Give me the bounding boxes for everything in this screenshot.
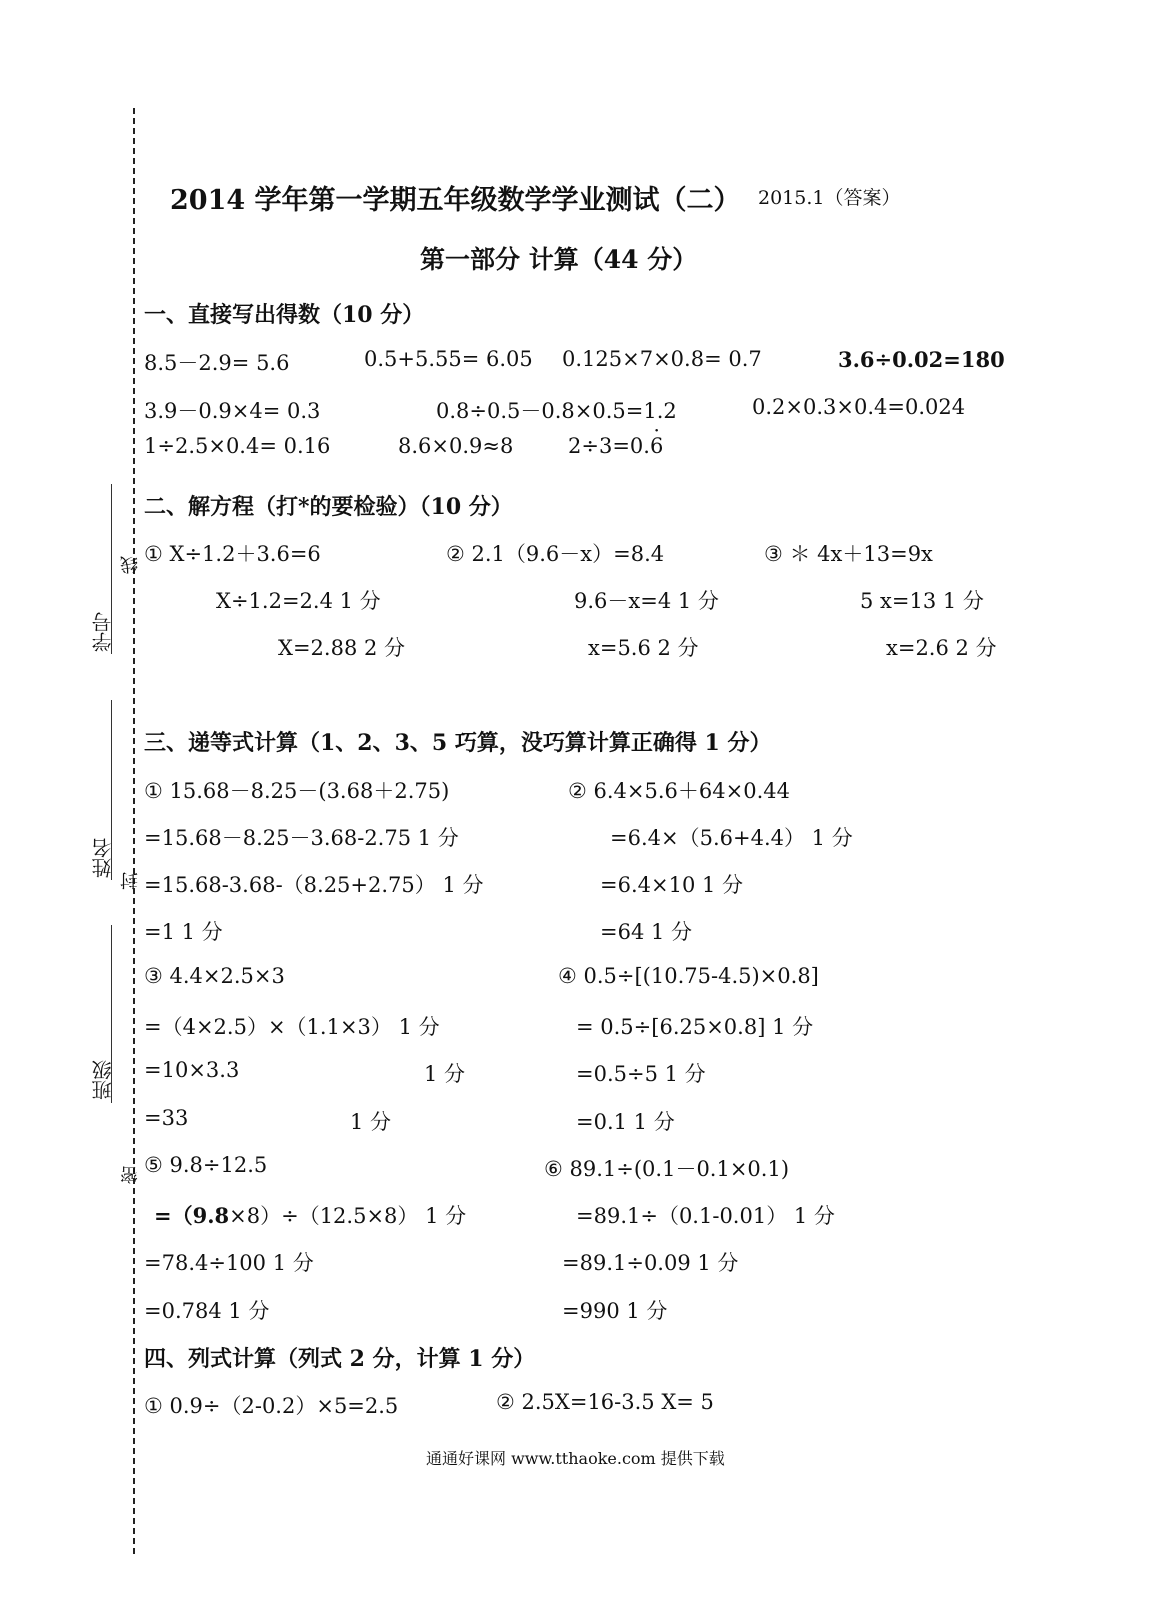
part-title: 第一部分 计算（44 分） [420, 245, 698, 274]
s3-l10-left [154, 1200, 466, 1230]
s3-l2-left: =15.68－8.25－3.68-2.75 1 分 [144, 826, 459, 850]
s3-l12-right: =990 1 分 [562, 1299, 668, 1323]
eq1-step-1: X÷1.2=2.4 1 分 [216, 589, 381, 613]
s3-l3-right: =6.4×10 1 分 [600, 873, 744, 897]
s3-l9-right: ⑥ 89.1÷(0.1－0.1×0.1) [544, 1157, 790, 1181]
s3-l7-score: 1 分 [424, 1062, 466, 1086]
eq3-step-2: x=2.6 2 分 [886, 636, 997, 660]
secret-marker: 密 [120, 1166, 141, 1184]
s3-l9-left: ⑤ 9.8÷12.5 [144, 1153, 268, 1177]
student-number-label: 学号 [91, 612, 115, 652]
s3-l1-left: ① 15.68－8.25－(3.68＋2.75) [144, 779, 450, 803]
s3-l11-right: =89.1÷0.09 1 分 [562, 1251, 739, 1275]
s1-item-1: 8.5－2.9= 5.6 [144, 351, 290, 375]
s3-l8-left: =33 [144, 1106, 189, 1130]
repeating-digit: 6 · [650, 434, 663, 458]
s3-l12-left: =0.784 1 分 [144, 1299, 270, 1323]
binding-dashed-line [133, 108, 135, 1554]
section-2-title: 二、解方程（打*的要检验）（10 分） [144, 494, 513, 520]
s3-l2-right: =6.4×（5.6+4.4） 1 分 [610, 826, 853, 850]
s1-item-6: 0.8÷0.5－0.8×0.5=1.2 [436, 399, 677, 423]
s3-l5-left: ③ 4.4×2.5×3 [144, 964, 285, 988]
s3-l6-left: =（4×2.5）×（1.1×3） 1 分 [144, 1015, 440, 1039]
s1-item-2: 0.5+5.55= 6.05 [364, 347, 533, 371]
s3-l4-left: =1 1 分 [144, 920, 223, 944]
equation-1: ① X÷1.2＋3.6=6 [144, 542, 321, 566]
section-4-title: 四、列式计算（列式 2 分，计算 1 分） [144, 1346, 536, 1372]
s3-l7-right: =0.5÷5 1 分 [576, 1062, 706, 1086]
s4-item-1: ① 0.9÷（2-0.2）×5=2.5 [144, 1394, 399, 1418]
eq3-step-1: 5 x=13 1 分 [860, 589, 984, 613]
section-3-title: 三、递等式计算（1、2、3、5 巧算，没巧算计算正确得 1 分） [144, 730, 772, 756]
class-blank [111, 925, 112, 1103]
s3-l6-right: = 0.5÷[6.25×0.8] 1 分 [576, 1015, 814, 1039]
equation-3: ③ ＊ 4x＋13=9x [764, 542, 933, 566]
s3-l5-right: ④ 0.5÷[(10.75-4.5)×0.8] [558, 964, 819, 988]
s3-l1-right: ② 6.4×5.6＋64×0.44 [568, 779, 790, 803]
s3-l8-right: =0.1 1 分 [576, 1110, 675, 1134]
s3-l10-rest: ×8）÷（12.5×8） 1 分 [229, 1204, 467, 1228]
s1-item-7: 0.2×0.3×0.4=0.024 [752, 395, 966, 419]
eq1-step-2: X=2.88 2 分 [278, 636, 406, 660]
s1-item-8: 1÷2.5×0.4= 0.16 [144, 434, 331, 458]
section-1-title: 一、直接写出得数（10 分） [144, 302, 425, 328]
s3-l11-left: =78.4÷100 1 分 [144, 1251, 314, 1275]
seal-marker: 封 [120, 872, 141, 890]
name-blank [111, 700, 112, 880]
s1-item-3: 0.125×7×0.8= 0.7 [562, 347, 762, 371]
eq2-step-2: x=5.6 2 分 [588, 636, 699, 660]
s1-item-5: 3.9－0.9×4= 0.3 [144, 399, 321, 423]
s3-l10-right: =89.1÷（0.1-0.01） 1 分 [576, 1204, 835, 1228]
footer-text: 通通好课网 www.tthaoke.com 提供下载 [426, 1449, 725, 1468]
s3-l7-left: =10×3.3 [144, 1058, 240, 1082]
equation-2: ② 2.1（9.6－x）=8.4 [446, 542, 665, 566]
s1-item-9: 8.6×0.9≈8 [398, 434, 514, 458]
s3-l3-left: =15.68-3.68-（8.25+2.75） 1 分 [144, 873, 484, 897]
s1-item-4: 3.6÷0.02=180 [838, 347, 1005, 372]
line-marker: 线 [120, 556, 141, 574]
exam-title: 2014 学年第一学期五年级数学学业测试（二） [170, 185, 741, 216]
s3-l10-bold: =（9.8 [154, 1203, 230, 1228]
s3-l8-score: 1 分 [350, 1110, 392, 1134]
s3-l4-right: =64 1 分 [600, 920, 693, 944]
s1-item-10 [568, 434, 663, 458]
s1-item-10-main: 2÷3=0. [568, 434, 650, 458]
eq2-step-1: 9.6－x=4 1 分 [574, 589, 719, 613]
name-label: 姓名 [91, 838, 115, 878]
exam-date: 2015.1（答案） [758, 187, 901, 209]
class-label: 班级 [91, 1060, 115, 1100]
student-number-blank [111, 484, 112, 654]
s4-item-2: ② 2.5X=16-3.5 X= 5 [496, 1390, 714, 1414]
